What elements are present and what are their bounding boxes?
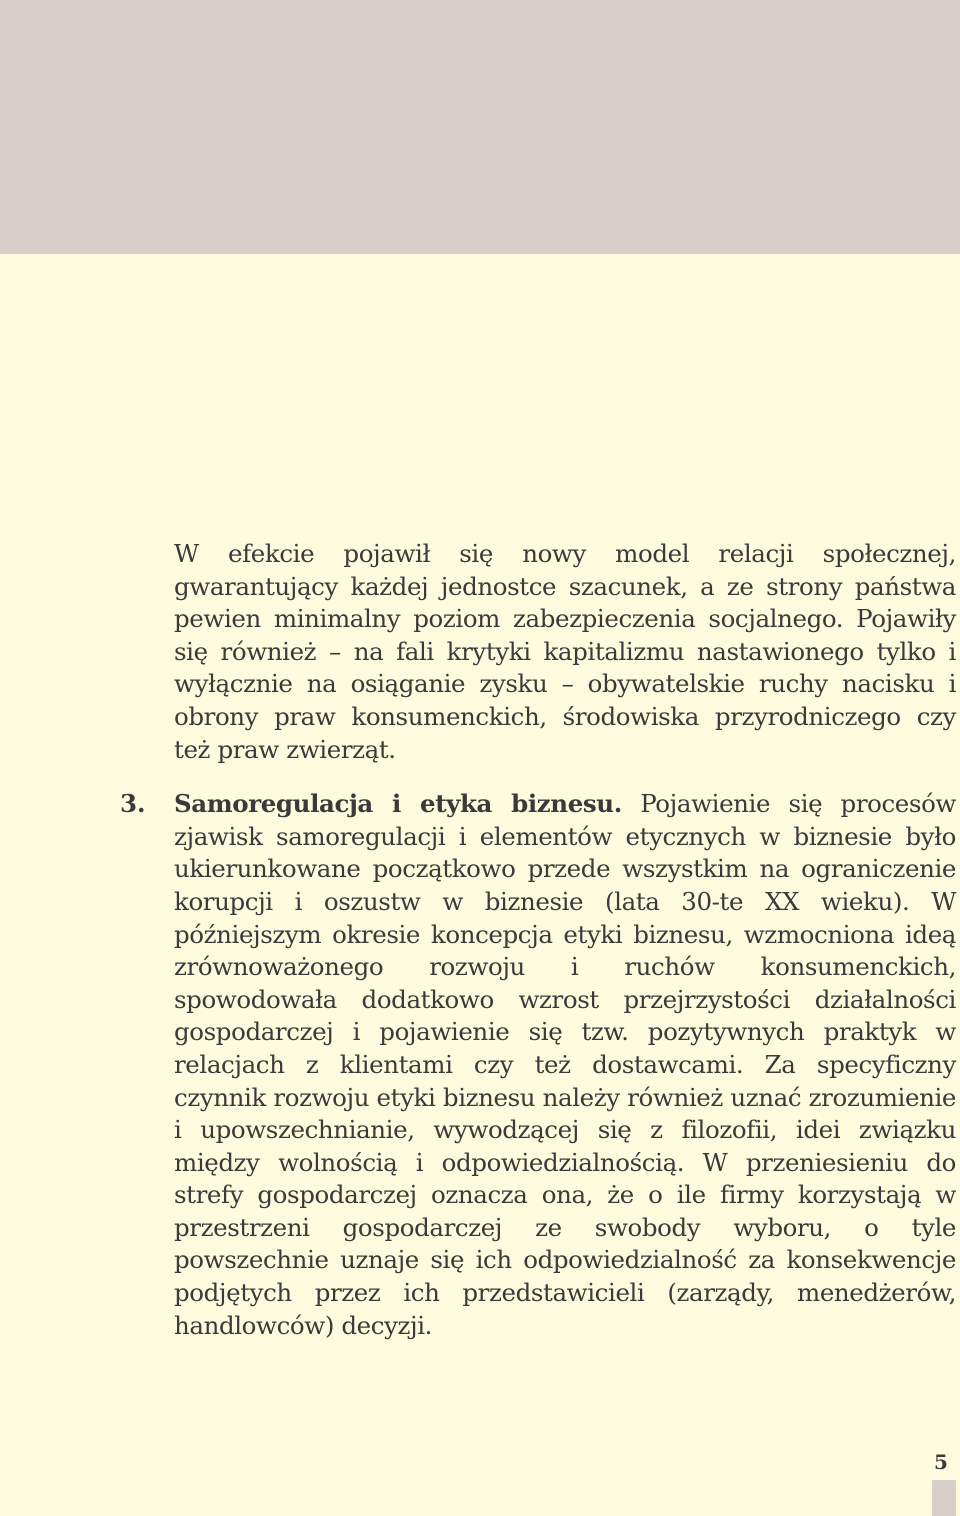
intro-paragraph: W efekcie pojawił się nowy model relacji społecznej, gwarantujący każdej jednostce szacunek, a ze strony państwa pewien minimalny poziom zabezpieczenia socjalnego. Pojawiły się również – na fali krytyki kapitalizmu nastawionego tylko i wyłącznie na osiąganie zysku – obywatelskie ruchy nacisku i obrony praw konsumenckich, środowiska przyrodniczego czy też praw zwierząt.: [174, 539, 956, 764]
top-grey-band: [0, 0, 960, 254]
section-paragraph: [174, 788, 956, 1342]
page-number: 5: [934, 1450, 948, 1474]
section-heading: Samoregulacja i etyka biznesu.: [174, 789, 622, 819]
section-number: 3.: [120, 789, 146, 819]
section-body: Pojawienie się procesów zjawisk samoregulacji i elementów etycznych w biznesie było ukierunkowane początkowo przede wszystkim na ograniczenie korupcji i oszustw w biznesie (lata 30-te XX wieku). W późniejszym okresie koncepcja etyki biznesu, wzmocniona ideą zrównoważonego rozwoju i ruchów konsumenckich, spowodowała dodatkowo wzrost przejrzystości działalności gospodarczej i pojawienie się tzw. pozytywnych praktyk w relacjach z klientami czy też dostawcami. Za specyficzny czynnik rozwoju etyki biznesu należy również uznać zrozumienie i upowszechnianie, wywodzącej się z filozofii, idei związku między wolnością i odpowiedzialnością. W przeniesieniu do strefy gospodarczej oznacza ona, że o ile firmy korzystają w przestrzeni gospodarczej ze swobody wyboru, o tyle powszechnie uznaje się ich odpowiedzialność za konsekwencje podjętych przez ich przedstawicieli (zarządy, menedżerów, handlowców) decyzji.: [174, 789, 956, 1340]
page-corner-tab: [932, 1480, 956, 1516]
document-body: [120, 538, 956, 1342]
section-item: [120, 788, 956, 1342]
